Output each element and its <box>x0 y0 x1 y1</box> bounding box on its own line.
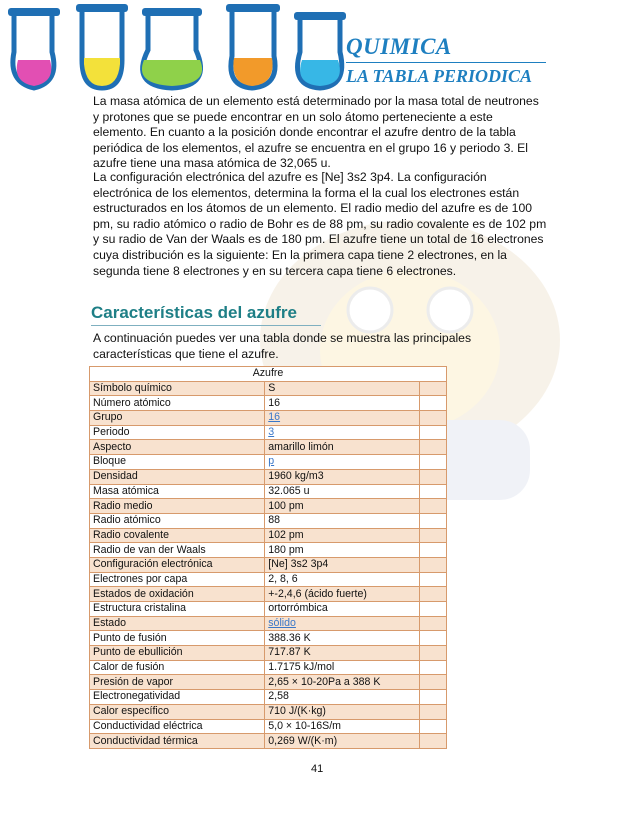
paragraph-atomic-mass: La masa atómica de un elemento está determinado por la masa total de neutrones y protones que se puede encontrar en un solo átomo perteneciente a este elemento. En cuanto a la posición donde encontrar el azufre dentro de la tabla periódica de los elementos, el azufre se encuentra en el grupo 16 y periodo 3. El azufre tiene una masa atómica de 32,065 u. <box>93 94 539 171</box>
property-value: 2,58 <box>265 690 419 705</box>
property-name: Estructura cristalina <box>90 602 265 617</box>
empty-cell <box>419 411 446 426</box>
empty-cell <box>419 704 446 719</box>
property-value: +-2,4,6 (ácido fuerte) <box>265 587 419 602</box>
table-row <box>90 557 447 572</box>
property-value: 710 J/(K·kg) <box>265 704 419 719</box>
empty-cell <box>419 499 446 514</box>
table-row <box>90 469 447 484</box>
table-row <box>90 528 447 543</box>
property-name: Radio atómico <box>90 513 265 528</box>
table-row <box>90 587 447 602</box>
property-value <box>265 411 419 426</box>
table-row <box>90 396 447 411</box>
property-name: Aspecto <box>90 440 265 455</box>
table-row <box>90 675 447 690</box>
property-value: 2,65 × 10-20Pa a 388 K <box>265 675 419 690</box>
table-row <box>90 572 447 587</box>
property-value-link[interactable]: sólido <box>268 617 296 630</box>
empty-cell <box>419 455 446 470</box>
empty-cell <box>419 513 446 528</box>
header-subtitle: LA TABLA PERIODICA <box>346 66 533 86</box>
table-row <box>90 646 447 661</box>
property-value: 180 pm <box>265 543 419 558</box>
empty-cell <box>419 734 446 749</box>
page-number: 41 <box>311 763 324 775</box>
empty-cell <box>419 616 446 631</box>
property-name: Electrones por capa <box>90 572 265 587</box>
property-value: 1.7175 kJ/mol <box>265 660 419 675</box>
empty-cell <box>419 440 446 455</box>
table-row <box>90 440 447 455</box>
property-value-link[interactable]: p <box>268 455 275 468</box>
table-row <box>90 690 447 705</box>
empty-cell <box>419 660 446 675</box>
empty-cell <box>419 675 446 690</box>
empty-cell <box>419 572 446 587</box>
property-value: 1960 kg/m3 <box>265 469 419 484</box>
empty-cell <box>419 690 446 705</box>
empty-cell <box>419 602 446 617</box>
sulfur-properties-table <box>89 366 447 749</box>
paragraph-electron-configuration: La configuración electrónica del azufre es [Ne] 3s2 3p4. La configuración electrónica de los elementos, determina la forma el la cual los electrones están estructurados en los átomos de un elemento. El radio medio del azufre es de 100 pm, su radio atómico o radio de Bohr es de 88 pm, su radio covalente es de 102 pm y su radio de Van der Waals es de 180 pm. El azufre tiene un total de 16 electrones cuya distribución es la siguiente: En la primera capa tiene 2 electrones, en la segunda tiene 8 electrones y en su tercera capa tiene 6 electrones. <box>93 170 547 278</box>
empty-cell <box>419 484 446 499</box>
empty-cell <box>419 528 446 543</box>
empty-cell <box>419 557 446 572</box>
table-row <box>90 484 447 499</box>
property-name: Calor específico <box>90 704 265 719</box>
table-row <box>90 543 447 558</box>
property-value: 388.36 K <box>265 631 419 646</box>
property-name: Radio de van der Waals <box>90 543 265 558</box>
header-divider <box>346 62 546 63</box>
property-value <box>265 616 419 631</box>
property-value: 2, 8, 6 <box>265 572 419 587</box>
property-name: Configuración electrónica <box>90 557 265 572</box>
property-value: 100 pm <box>265 499 419 514</box>
property-value: ortorrómbica <box>265 602 419 617</box>
property-name: Periodo <box>90 425 265 440</box>
empty-cell <box>419 469 446 484</box>
empty-cell <box>419 719 446 734</box>
empty-cell <box>419 425 446 440</box>
property-value <box>265 425 419 440</box>
property-value: S <box>265 381 419 396</box>
property-name: Calor de fusión <box>90 660 265 675</box>
empty-cell <box>419 631 446 646</box>
table-caption: Azufre <box>90 367 447 382</box>
table-caption-row <box>90 367 447 382</box>
property-name: Punto de ebullición <box>90 646 265 661</box>
section-underline <box>91 325 321 326</box>
table-row <box>90 499 447 514</box>
property-value: [Ne] 3s2 3p4 <box>265 557 419 572</box>
property-value-link[interactable]: 3 <box>268 426 275 439</box>
empty-cell <box>419 646 446 661</box>
property-value-link[interactable]: 16 <box>268 411 281 424</box>
property-name: Estado <box>90 616 265 631</box>
property-name: Conductividad térmica <box>90 734 265 749</box>
table-row <box>90 734 447 749</box>
property-name: Presión de vapor <box>90 675 265 690</box>
property-name: Radio medio <box>90 499 265 514</box>
property-value: 32.065 u <box>265 484 419 499</box>
property-name: Número atómico <box>90 396 265 411</box>
empty-cell <box>419 587 446 602</box>
table-row <box>90 631 447 646</box>
property-name: Electronegatividad <box>90 690 265 705</box>
property-value: 5,0 × 10-16S/m <box>265 719 419 734</box>
property-value: 102 pm <box>265 528 419 543</box>
property-name: Radio covalente <box>90 528 265 543</box>
table-row <box>90 719 447 734</box>
table-row <box>90 381 447 396</box>
property-name: Bloque <box>90 455 265 470</box>
flasks-header-illustration <box>0 0 380 96</box>
property-value: 717.87 K <box>265 646 419 661</box>
property-name: Punto de fusión <box>90 631 265 646</box>
property-value: 16 <box>265 396 419 411</box>
property-name: Grupo <box>90 411 265 426</box>
empty-cell <box>419 396 446 411</box>
property-value: 0,269 W/(K·m) <box>265 734 419 749</box>
property-name: Conductividad eléctrica <box>90 719 265 734</box>
table-row <box>90 411 447 426</box>
empty-cell <box>419 381 446 396</box>
property-name: Estados de oxidación <box>90 587 265 602</box>
table-row <box>90 513 447 528</box>
property-name: Densidad <box>90 469 265 484</box>
property-value: 88 <box>265 513 419 528</box>
property-value <box>265 455 419 470</box>
property-name: Masa atómica <box>90 484 265 499</box>
empty-cell <box>419 543 446 558</box>
property-value: amarillo limón <box>265 440 419 455</box>
table-row <box>90 616 447 631</box>
property-name: Símbolo químico <box>90 381 265 396</box>
header-title: QUIMICA <box>346 34 452 59</box>
table-intro-text: A continuación puedes ver una tabla donde se muestra las principales características que tiene el azufre. <box>93 331 472 361</box>
table-row <box>90 704 447 719</box>
table-row <box>90 660 447 675</box>
table-row <box>90 602 447 617</box>
table-row <box>90 425 447 440</box>
section-title: Características del azufre <box>91 303 297 322</box>
table-row <box>90 455 447 470</box>
